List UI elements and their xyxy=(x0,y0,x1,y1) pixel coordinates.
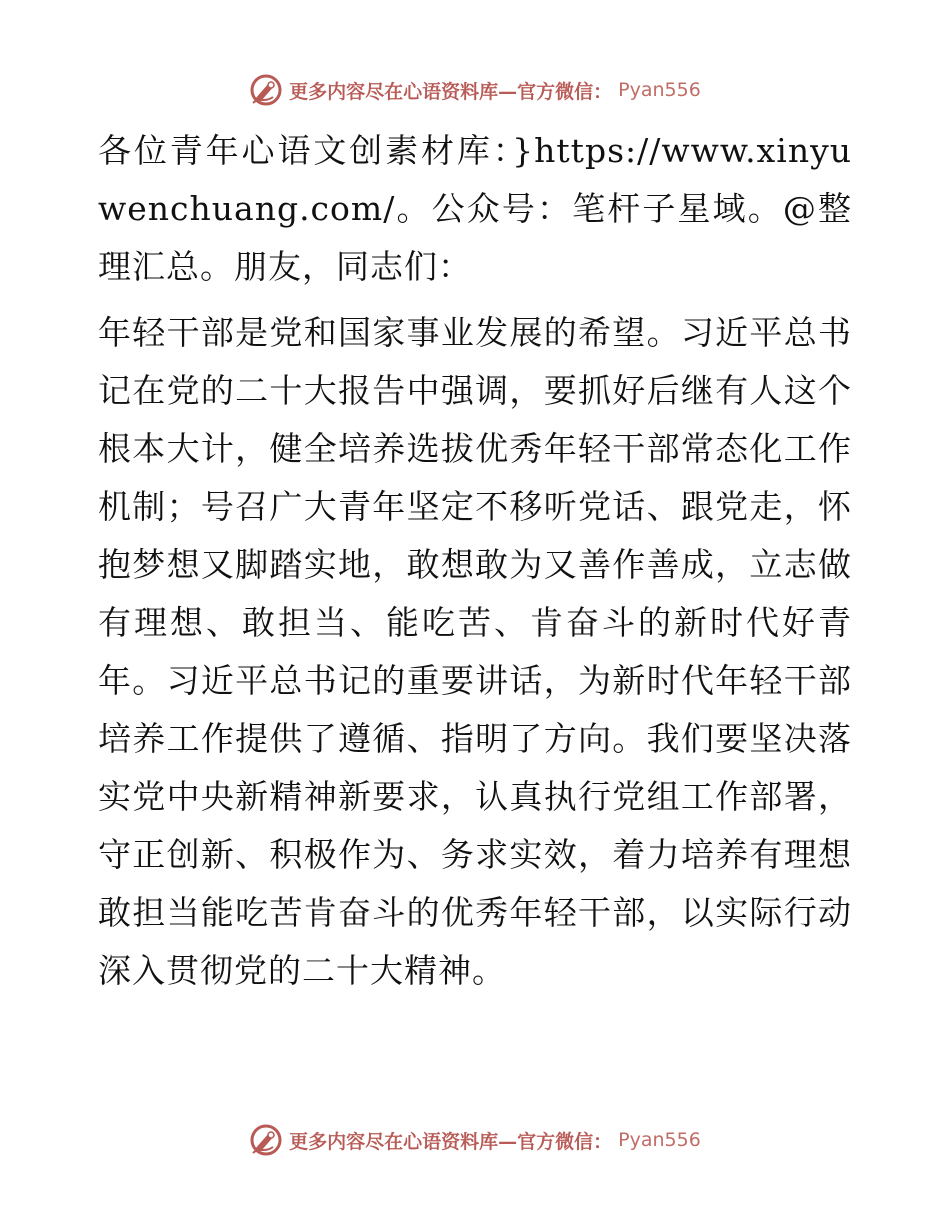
footer-watermark-banner xyxy=(0,1120,950,1160)
ribbon-pen-logo-icon xyxy=(249,73,283,107)
watermark-text: 更多内容尽在心语资料库—官方微信： xyxy=(289,1130,613,1153)
ribbon-pen-logo-icon xyxy=(249,1123,283,1157)
watermark-wechat-id: Pyan556 xyxy=(618,79,701,101)
greeting-paragraph: 各位青年心语文创素材库：}https://www.xinyuwenchuang.com/。公众号：笔杆子星域。@整理汇总。朋友，同志们： xyxy=(98,131,852,286)
document-body xyxy=(98,122,852,1000)
header-watermark-banner xyxy=(0,70,950,110)
watermark-text: 更多内容尽在心语资料库—官方微信： xyxy=(289,80,613,103)
body-paragraph: 年轻干部是党和国家事业发展的希望。习近平总书记在党的二十大报告中强调，要抓好后继有人这个根本大计，健全培养选拔优秀年轻干部常态化工作机制；号召广大青年坚定不移听党话、跟党走，怀抱梦想又脚踏实地，敢想敢为又善作善成，立志做有理想、敢担当、能吃苦、肯奋斗的新时代好青年。习近平总书记的重要讲话，为新时代年轻干部培养工作提供了遵循、指明了方向。我们要坚决落实党中央新精神新要求，认真执行党组工作部署，守正创新、积极作为、务求实效，着力培养有理想敢担当能吃苦肯奋斗的优秀年轻干部，以实际行动深入贯彻党的二十大精神。 xyxy=(98,313,852,990)
watermark-wechat-id: Pyan556 xyxy=(618,1129,701,1151)
